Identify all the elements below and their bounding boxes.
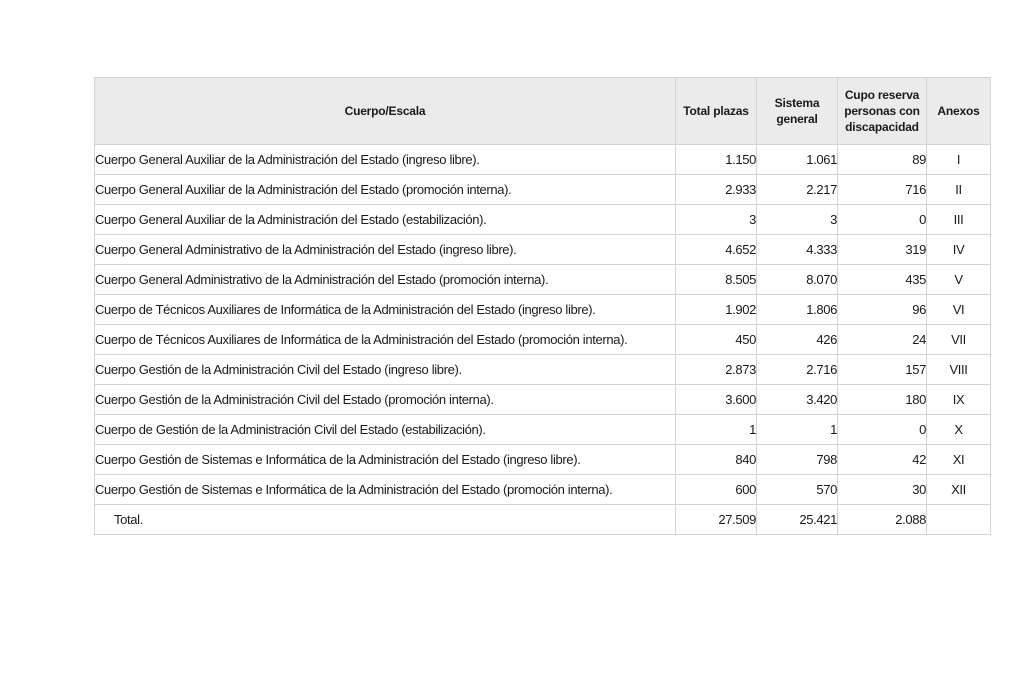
total-row — [95, 505, 991, 535]
cell-sistema-general: 3 — [757, 205, 838, 235]
cell-cuerpo-escala: Cuerpo de Técnicos Auxiliares de Informática de la Administración del Estado (ingreso libre). — [95, 295, 676, 325]
cell-cupo-reserva: 42 — [838, 445, 927, 475]
cell-total-plazas: 1.902 — [676, 295, 757, 325]
total-sistema-sum: 25.421 — [757, 505, 838, 535]
cell-anexo: VI — [927, 295, 991, 325]
cell-anexo: I — [927, 145, 991, 175]
cell-cupo-reserva: 24 — [838, 325, 927, 355]
cell-sistema-general: 426 — [757, 325, 838, 355]
cell-cupo-reserva: 157 — [838, 355, 927, 385]
cell-sistema-general: 4.333 — [757, 235, 838, 265]
cell-anexo: II — [927, 175, 991, 205]
cell-total-plazas: 600 — [676, 475, 757, 505]
cell-cupo-reserva: 89 — [838, 145, 927, 175]
cell-cuerpo-escala: Cuerpo Gestión de Sistemas e Informática de la Administración del Estado (ingreso libre). — [95, 445, 676, 475]
cell-anexo: VIII — [927, 355, 991, 385]
cell-cuerpo-escala: Cuerpo Gestión de la Administración Civil del Estado (ingreso libre). — [95, 355, 676, 385]
total-cupo-sum: 2.088 — [838, 505, 927, 535]
cell-cupo-reserva: 0 — [838, 205, 927, 235]
cell-sistema-general: 8.070 — [757, 265, 838, 295]
cell-cuerpo-escala: Cuerpo de Técnicos Auxiliares de Informática de la Administración del Estado (promoción interna). — [95, 325, 676, 355]
cell-cupo-reserva: 180 — [838, 385, 927, 415]
cell-cuerpo-escala: Cuerpo Gestión de la Administración Civil del Estado (promoción interna). — [95, 385, 676, 415]
cell-total-plazas: 3.600 — [676, 385, 757, 415]
cell-sistema-general: 570 — [757, 475, 838, 505]
cell-anexo: IX — [927, 385, 991, 415]
header-cuerpo-escala: Cuerpo/Escala — [95, 78, 676, 145]
table-row — [95, 235, 991, 265]
cell-sistema-general: 3.420 — [757, 385, 838, 415]
cell-cupo-reserva: 96 — [838, 295, 927, 325]
cell-cuerpo-escala: Cuerpo General Auxiliar de la Administración del Estado (promoción interna). — [95, 175, 676, 205]
cell-anexo: X — [927, 415, 991, 445]
table-row — [95, 325, 991, 355]
cell-total-plazas: 450 — [676, 325, 757, 355]
table-row — [95, 415, 991, 445]
cell-cuerpo-escala: Cuerpo General Auxiliar de la Administración del Estado (ingreso libre). — [95, 145, 676, 175]
cell-total-plazas: 1 — [676, 415, 757, 445]
header-cupo-reserva: Cupo reserva personas con discapacidad — [838, 78, 927, 145]
total-anexo — [927, 505, 991, 535]
cell-sistema-general: 1 — [757, 415, 838, 445]
cell-sistema-general: 1.061 — [757, 145, 838, 175]
table-body — [95, 145, 991, 535]
cell-total-plazas: 4.652 — [676, 235, 757, 265]
table-row — [95, 295, 991, 325]
cell-total-plazas: 1.150 — [676, 145, 757, 175]
cell-total-plazas: 2.933 — [676, 175, 757, 205]
cell-anexo: XI — [927, 445, 991, 475]
header-anexos: Anexos — [927, 78, 991, 145]
cell-cupo-reserva: 716 — [838, 175, 927, 205]
cell-anexo: IV — [927, 235, 991, 265]
cell-cupo-reserva: 319 — [838, 235, 927, 265]
total-label: Total. — [95, 505, 676, 535]
table-row — [95, 475, 991, 505]
cell-anexo: V — [927, 265, 991, 295]
cell-anexo: XII — [927, 475, 991, 505]
cell-anexo: VII — [927, 325, 991, 355]
cell-cuerpo-escala: Cuerpo de Gestión de la Administración Civil del Estado (estabilización). — [95, 415, 676, 445]
plazas-table — [94, 77, 991, 535]
cell-total-plazas: 840 — [676, 445, 757, 475]
cell-cuerpo-escala: Cuerpo General Administrativo de la Administración del Estado (promoción interna). — [95, 265, 676, 295]
table-header-row — [95, 78, 991, 145]
cell-cupo-reserva: 435 — [838, 265, 927, 295]
total-plazas-sum: 27.509 — [676, 505, 757, 535]
header-sistema-general: Sistema general — [757, 78, 838, 145]
cell-cuerpo-escala: Cuerpo General Administrativo de la Administración del Estado (ingreso libre). — [95, 235, 676, 265]
table-row — [95, 145, 991, 175]
table-row — [95, 205, 991, 235]
header-total-plazas: Total plazas — [676, 78, 757, 145]
table-row — [95, 355, 991, 385]
cell-cupo-reserva: 30 — [838, 475, 927, 505]
table-row — [95, 265, 991, 295]
cell-anexo: III — [927, 205, 991, 235]
cell-total-plazas: 8.505 — [676, 265, 757, 295]
cell-cupo-reserva: 0 — [838, 415, 927, 445]
table-row — [95, 175, 991, 205]
cell-total-plazas: 3 — [676, 205, 757, 235]
cell-sistema-general: 1.806 — [757, 295, 838, 325]
cell-sistema-general: 2.716 — [757, 355, 838, 385]
table-row — [95, 385, 991, 415]
cell-sistema-general: 798 — [757, 445, 838, 475]
table-row — [95, 445, 991, 475]
cell-cuerpo-escala: Cuerpo Gestión de Sistemas e Informática de la Administración del Estado (promoción interna). — [95, 475, 676, 505]
cell-cuerpo-escala: Cuerpo General Auxiliar de la Administración del Estado (estabilización). — [95, 205, 676, 235]
cell-total-plazas: 2.873 — [676, 355, 757, 385]
cell-sistema-general: 2.217 — [757, 175, 838, 205]
